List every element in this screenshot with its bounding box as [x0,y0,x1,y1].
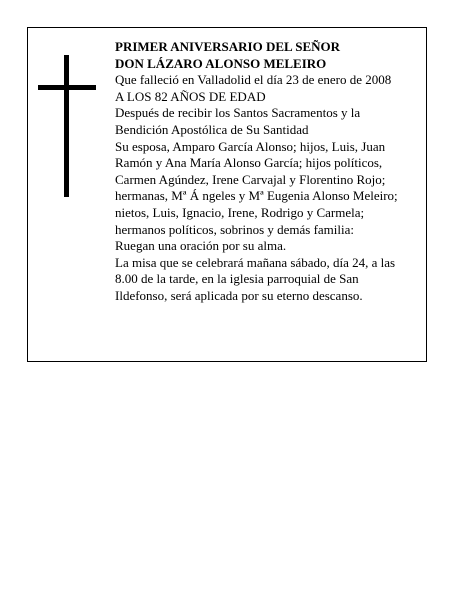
body-line: hermanos políticos, sobrinos y demás familia: [115,221,355,237]
body-line: 8.00 de la tarde, en la iglesia parroquial de San [115,271,359,287]
body-line: Que falleció en Valladolid el día 23 de enero de 2008 [115,72,392,88]
body-line: nietos, Luis, Ignacio, Irene, Rodrigo y Carmela; [115,204,365,220]
body-line: hermanas, Mª Á ngeles y Mª Eugenia Alonso Meleiro; [115,188,398,204]
body-line: La misa que se celebrará mañana sábado, día 24, a las [115,254,396,270]
notice-title-line-1: PRIMER ANIVERSARIO DEL SEÑOR [115,39,341,54]
body-line: Ildefonso, será aplicada por su eterno descanso. [115,287,363,303]
obituary-text [115,39,420,305]
body-line: Su esposa, Amparo García Alonso; hijos, Luis, Juan [115,138,386,154]
notice-title-line-2: DON LÁZARO ALONSO MELEIRO [115,55,327,71]
body-line: Carmen Agúndez, Irene Carvajal y Florentino Rojo; [115,171,386,187]
body-line: Ramón y Ana María Alonso García; hijos políticos, [115,155,383,171]
latin-cross-icon [38,55,96,197]
body-line: Después de recibir los Santos Sacramentos y la [115,105,361,121]
body-line: A LOS 82 AÑOS DE EDAD [115,88,266,104]
body-line: Bendición Apostólica de Su Santidad [115,121,309,137]
body-line: Ruegan una oración por su alma. [115,238,287,254]
